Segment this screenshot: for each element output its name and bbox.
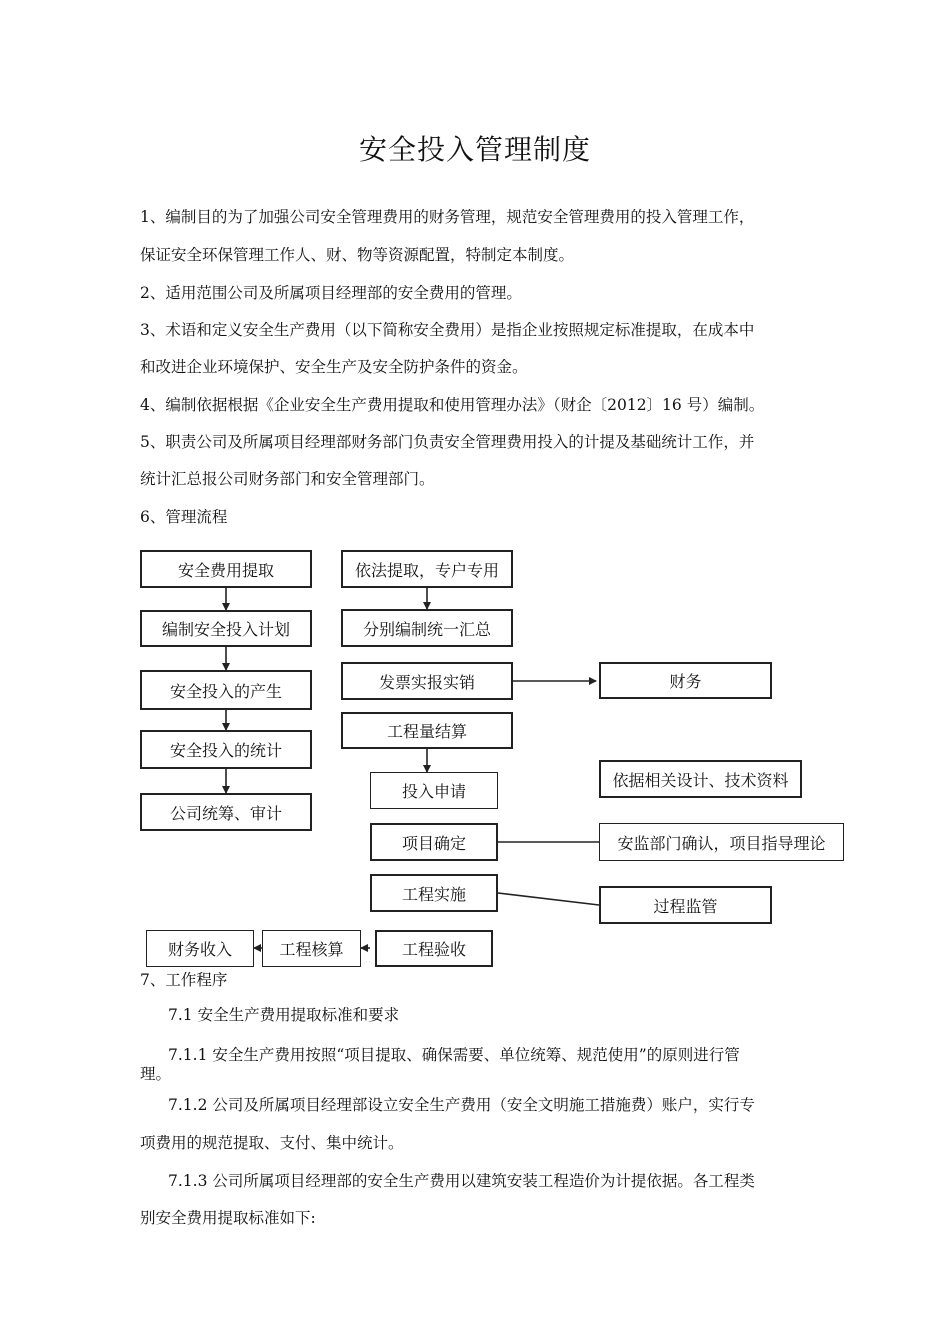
- flow-box-design-data: 依据相关设计、技术资料: [599, 760, 802, 798]
- para-4: 4、编制依据根据《企业安全生产费用提取和使用管理办法》（财企〔2012〕16 号）编制。: [140, 396, 765, 414]
- flow-box-safety-dept-confirm: 安监部门确认，项目指导理论: [599, 823, 844, 861]
- para-7: 7、工作程序: [140, 971, 228, 989]
- para-7-1-2-line-2: 项费用的规范提取、支付、集中统计。: [140, 1134, 404, 1152]
- para-2: 2、适用范围公司及所属项目经理部的安全费用的管理。: [140, 284, 522, 302]
- para-3-line-2: 和改进企业环境保护、安全生产及安全防护条件的资金。: [140, 358, 528, 376]
- flow-box-project-acceptance: 工程验收: [375, 930, 493, 967]
- para-7-1: 7.1 安全生产费用提取标准和要求: [168, 1006, 400, 1024]
- para-7-1-3-line-2: 别安全费用提取标准如下:: [140, 1209, 316, 1227]
- flow-box-safety-input-generate: 安全投入的产生: [140, 670, 312, 710]
- flow-box-process-supervision: 过程监管: [599, 886, 772, 924]
- flow-box-company-audit: 公司统筹、审计: [140, 793, 312, 831]
- flow-box-project-implementation: 工程实施: [370, 874, 498, 912]
- para-1-line-1: 1、编制目的为了加强公司安全管理费用的财务管理，规范安全管理费用的投入管理工作，: [140, 208, 755, 226]
- flow-box-finance: 财务: [599, 662, 772, 699]
- flow-box-safety-fee-extraction: 安全费用提取: [140, 550, 312, 588]
- flow-box-financial-income: 财务收入: [146, 930, 254, 967]
- para-3-line-1: 3、术语和定义安全生产费用（以下简称安全费用）是指企业按照规定标准提取，在成本中: [140, 321, 755, 339]
- flow-box-investment-application: 投入申请: [370, 772, 498, 809]
- para-7-1-2-line-1: 7.1.2 公司及所属项目经理部设立安全生产费用（安全文明施工措施费）账户，实行专: [168, 1096, 755, 1114]
- flow-box-safety-plan: 编制安全投入计划: [140, 610, 312, 647]
- flow-box-project-confirm: 项目确定: [370, 823, 498, 861]
- para-6: 6、管理流程: [140, 508, 228, 526]
- para-7-1-1-line-2: 理。: [140, 1065, 172, 1083]
- flow-box-compile-summary: 分别编制统一汇总: [341, 609, 513, 647]
- para-1-line-2: 保证安全环保管理工作人、财、物等资源配置，特制定本制度。: [140, 246, 575, 264]
- flow-box-project-accounting: 工程核算: [262, 930, 361, 967]
- flow-box-quantity-settlement: 工程量结算: [341, 712, 513, 749]
- line-supervision: [498, 893, 599, 905]
- para-7-1-3-line-1: 7.1.3 公司所属项目经理部的安全生产费用以建筑安装工程造价为计提依据。各工程类: [168, 1172, 755, 1190]
- page-title: 安全投入管理制度: [358, 133, 591, 166]
- flow-box-legal-extraction: 依法提取，专户专用: [341, 550, 513, 588]
- flow-box-invoice-reimburse: 发票实报实销: [341, 662, 513, 700]
- para-7-1-1-line-1: 7.1.1 安全生产费用按照“项目提取、确保需要、单位统筹、规范使用”的原则进行管: [168, 1046, 740, 1064]
- flow-box-safety-input-stats: 安全投入的统计: [140, 730, 312, 769]
- para-5-line-2: 统计汇总报公司财务部门和安全管理部门。: [140, 470, 435, 488]
- para-5-line-1: 5、职责公司及所属项目经理部财务部门负责安全管理费用投入的计提及基础统计工作，并: [140, 433, 755, 451]
